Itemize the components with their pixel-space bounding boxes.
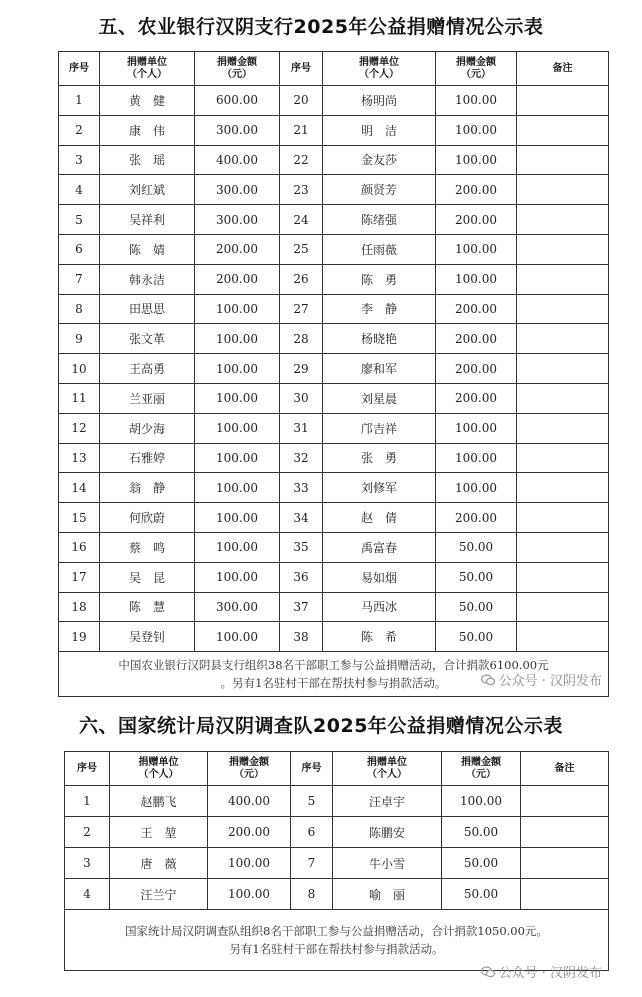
remark-cell [517, 175, 609, 205]
seq-cell: 2 [65, 817, 110, 848]
donor-name-cell: 陈 婧 [100, 234, 195, 264]
header-remark: 备注 [521, 752, 609, 786]
seq-cell: 22 [280, 145, 323, 175]
seq-cell: 31 [280, 413, 323, 443]
table1-header-row [59, 52, 609, 86]
watermark-text: 公众号 · 汉阴发布 [498, 966, 602, 981]
header-unit: 捐赠单位 （个人） [323, 52, 436, 86]
donor-name-cell: 颜贤芳 [323, 175, 436, 205]
amount-cell: 100.00 [436, 413, 517, 443]
seq-cell: 20 [280, 86, 323, 116]
amount-cell: 300.00 [195, 175, 280, 205]
amount-cell: 100.00 [195, 443, 280, 473]
amount-cell: 200.00 [436, 354, 517, 384]
footer-line: 国家统计局汉阴调查队组织8名干部职工参与公益捐赠活动，合计捐款1050.00元。 [125, 924, 548, 938]
header-unit: 捐赠单位 （个人） [100, 52, 195, 86]
remark-cell [517, 383, 609, 413]
watermark-text: 公众号 · 汉阴发布 [498, 674, 602, 689]
amount-cell: 300.00 [195, 205, 280, 235]
remark-cell [517, 264, 609, 294]
remark-cell [517, 592, 609, 622]
seq-cell: 29 [280, 354, 323, 384]
donor-name-cell: 陈 希 [323, 622, 436, 652]
seq-cell: 37 [280, 592, 323, 622]
header-amount: 捐赠金额 （元） [208, 752, 291, 786]
donor-name-cell: 胡少海 [100, 413, 195, 443]
amount-cell: 600.00 [195, 86, 280, 116]
amount-cell: 50.00 [436, 592, 517, 622]
donor-name-cell: 吴登钊 [100, 622, 195, 652]
remark-cell [517, 413, 609, 443]
seq-cell: 3 [65, 848, 110, 879]
seq-cell: 38 [280, 622, 323, 652]
amount-cell: 50.00 [436, 562, 517, 592]
donor-name-cell: 陈鹏安 [333, 817, 442, 848]
donor-name-cell: 刘星晨 [323, 383, 436, 413]
table-row [59, 383, 609, 413]
seq-cell: 11 [59, 383, 100, 413]
donor-name-cell: 陈绪强 [323, 205, 436, 235]
amount-cell: 100.00 [195, 532, 280, 562]
table1-title: 五、农业银行汉阴支行2025年公益捐赠情况公示表 [98, 16, 544, 38]
table-row [59, 145, 609, 175]
table-row [59, 354, 609, 384]
seq-cell: 19 [59, 622, 100, 652]
table2-title: 六、国家统计局汉阴调查队2025年公益捐赠情况公示表 [79, 715, 563, 737]
table-row [59, 205, 609, 235]
donor-name-cell: 喻 丽 [333, 879, 442, 910]
seq-cell: 6 [59, 234, 100, 264]
amount-cell: 200.00 [436, 205, 517, 235]
donor-name-cell: 王高勇 [100, 354, 195, 384]
donor-name-cell: 陈 慧 [100, 592, 195, 622]
donor-name-cell: 邝吉祥 [323, 413, 436, 443]
seq-cell: 1 [65, 786, 110, 817]
seq-cell: 36 [280, 562, 323, 592]
seq-cell: 6 [291, 817, 333, 848]
donor-name-cell: 禹富春 [323, 532, 436, 562]
amount-cell: 200.00 [208, 817, 291, 848]
wechat-icon [481, 966, 495, 978]
amount-cell: 50.00 [436, 622, 517, 652]
donor-name-cell: 廖和军 [323, 354, 436, 384]
remark-cell [517, 234, 609, 264]
remark-cell [517, 205, 609, 235]
remark-cell [517, 354, 609, 384]
amount-cell: 50.00 [436, 532, 517, 562]
seq-cell: 8 [291, 879, 333, 910]
table-row [59, 294, 609, 324]
remark-cell [517, 473, 609, 503]
amount-cell: 100.00 [195, 413, 280, 443]
table2-header-row [65, 752, 609, 786]
amount-cell: 100.00 [195, 324, 280, 354]
donor-name-cell: 陈 勇 [323, 264, 436, 294]
donor-name-cell: 赵 倩 [323, 503, 436, 533]
seq-cell: 30 [280, 383, 323, 413]
table-row [59, 86, 609, 116]
donor-name-cell: 石雅婷 [100, 443, 195, 473]
seq-cell: 5 [291, 786, 333, 817]
donor-name-cell: 赵鹏飞 [110, 786, 208, 817]
seq-cell: 7 [59, 264, 100, 294]
amount-cell: 300.00 [195, 592, 280, 622]
seq-cell: 7 [291, 848, 333, 879]
amount-cell: 200.00 [436, 294, 517, 324]
seq-cell: 10 [59, 354, 100, 384]
table-row [59, 115, 609, 145]
donor-name-cell: 刘修军 [323, 473, 436, 503]
donor-name-cell: 唐 薇 [110, 848, 208, 879]
footer-line: 。另有1名驻村干部在帮扶村参与捐款活动。 [220, 676, 447, 691]
amount-cell: 100.00 [436, 234, 517, 264]
seq-cell: 8 [59, 294, 100, 324]
seq-cell: 28 [280, 324, 323, 354]
amount-cell: 300.00 [195, 115, 280, 145]
seq-cell: 17 [59, 562, 100, 592]
header-seq: 序号 [65, 752, 110, 786]
remark-cell [517, 443, 609, 473]
table-row [65, 786, 609, 817]
remark-cell [521, 848, 609, 879]
amount-cell: 100.00 [195, 562, 280, 592]
seq-cell: 32 [280, 443, 323, 473]
remark-cell [517, 115, 609, 145]
amount-cell: 100.00 [195, 354, 280, 384]
amount-cell: 50.00 [442, 879, 521, 910]
donor-name-cell: 蔡 鸣 [100, 532, 195, 562]
seq-cell: 13 [59, 443, 100, 473]
donor-name-cell: 张 勇 [323, 443, 436, 473]
seq-cell: 34 [280, 503, 323, 533]
seq-cell: 2 [59, 115, 100, 145]
watermark [481, 670, 602, 689]
seq-cell: 5 [59, 205, 100, 235]
seq-cell: 16 [59, 532, 100, 562]
amount-cell: 100.00 [436, 145, 517, 175]
amount-cell: 200.00 [195, 264, 280, 294]
table-row [59, 473, 609, 503]
seq-cell: 14 [59, 473, 100, 503]
table-row [65, 848, 609, 879]
donor-name-cell: 康 伟 [100, 115, 195, 145]
amount-cell: 100.00 [436, 443, 517, 473]
seq-cell: 33 [280, 473, 323, 503]
donor-name-cell: 韩永洁 [100, 264, 195, 294]
amount-cell: 200.00 [436, 383, 517, 413]
table-row [59, 592, 609, 622]
remark-cell [517, 145, 609, 175]
footer-line: 另有1名驻村干部在帮扶村参与捐款活动。 [229, 942, 444, 956]
donor-name-cell: 杨明尚 [323, 86, 436, 116]
donor-name-cell: 刘红斌 [100, 175, 195, 205]
remark-cell [517, 622, 609, 652]
donor-name-cell: 田思思 [100, 294, 195, 324]
header-unit: 捐赠单位 （个人） [333, 752, 442, 786]
remark-cell [517, 294, 609, 324]
table-row [59, 443, 609, 473]
seq-cell: 35 [280, 532, 323, 562]
donor-name-cell: 王 堃 [110, 817, 208, 848]
amount-cell: 100.00 [436, 86, 517, 116]
seq-cell: 24 [280, 205, 323, 235]
seq-cell: 21 [280, 115, 323, 145]
seq-cell: 4 [59, 175, 100, 205]
donor-name-cell: 张文革 [100, 324, 195, 354]
remark-cell [521, 786, 609, 817]
table-row [59, 324, 609, 354]
table-row [59, 234, 609, 264]
remark-cell [517, 324, 609, 354]
remark-cell [517, 562, 609, 592]
header-amount: 捐赠金额 （元） [436, 52, 517, 86]
donor-name-cell: 牛小雪 [333, 848, 442, 879]
table-row [59, 562, 609, 592]
donor-name-cell: 易如烟 [323, 562, 436, 592]
donor-name-cell: 翁 静 [100, 473, 195, 503]
amount-cell: 100.00 [436, 264, 517, 294]
donor-name-cell: 吴祥利 [100, 205, 195, 235]
amount-cell: 100.00 [195, 473, 280, 503]
donor-name-cell: 张 瑶 [100, 145, 195, 175]
seq-cell: 4 [65, 879, 110, 910]
donor-name-cell: 汪兰宁 [110, 879, 208, 910]
table-row [65, 817, 609, 848]
amount-cell: 200.00 [436, 175, 517, 205]
amount-cell: 400.00 [195, 145, 280, 175]
remark-cell [521, 817, 609, 848]
donor-name-cell: 李 静 [323, 294, 436, 324]
amount-cell: 100.00 [195, 383, 280, 413]
remark-cell [517, 532, 609, 562]
donation-table-stats [64, 751, 609, 971]
table-row [59, 413, 609, 443]
amount-cell: 50.00 [442, 848, 521, 879]
seq-cell: 25 [280, 234, 323, 264]
table-row [59, 264, 609, 294]
seq-cell: 18 [59, 592, 100, 622]
table-row [59, 503, 609, 533]
amount-cell: 100.00 [442, 786, 521, 817]
amount-cell: 200.00 [436, 324, 517, 354]
amount-cell: 50.00 [442, 817, 521, 848]
header-remark: 备注 [517, 52, 609, 86]
amount-cell: 400.00 [208, 786, 291, 817]
remark-cell [517, 86, 609, 116]
seq-cell: 9 [59, 324, 100, 354]
header-seq: 序号 [291, 752, 333, 786]
seq-cell: 27 [280, 294, 323, 324]
amount-cell: 200.00 [436, 503, 517, 533]
donor-name-cell: 何欣蔚 [100, 503, 195, 533]
seq-cell: 3 [59, 145, 100, 175]
donor-name-cell: 吴 昆 [100, 562, 195, 592]
header-amount: 捐赠金额 （元） [442, 752, 521, 786]
header-seq: 序号 [280, 52, 323, 86]
seq-cell: 1 [59, 86, 100, 116]
wechat-icon [481, 674, 495, 686]
header-seq: 序号 [59, 52, 100, 86]
amount-cell: 100.00 [208, 848, 291, 879]
donor-name-cell: 兰亚丽 [100, 383, 195, 413]
remark-cell [521, 879, 609, 910]
amount-cell: 100.00 [436, 473, 517, 503]
donor-name-cell: 黄 健 [100, 86, 195, 116]
donor-name-cell: 任雨薇 [323, 234, 436, 264]
amount-cell: 100.00 [195, 294, 280, 324]
seq-cell: 26 [280, 264, 323, 294]
amount-cell: 100.00 [208, 879, 291, 910]
donor-name-cell: 汪卓宇 [333, 786, 442, 817]
table-row [59, 622, 609, 652]
amount-cell: 200.00 [195, 234, 280, 264]
seq-cell: 12 [59, 413, 100, 443]
amount-cell: 100.00 [436, 115, 517, 145]
donor-name-cell: 金友莎 [323, 145, 436, 175]
footer-line: 中国农业银行汉阴县支行组织38名干部职工参与公益捐赠活动，合计捐款6100.00元 [118, 658, 549, 673]
table-row [59, 532, 609, 562]
table-row [65, 879, 609, 910]
donor-name-cell: 马西冰 [323, 592, 436, 622]
remark-cell [517, 503, 609, 533]
table-row [59, 175, 609, 205]
amount-cell: 100.00 [195, 622, 280, 652]
header-amount: 捐赠金额 （元） [195, 52, 280, 86]
donation-table-abc [58, 51, 609, 697]
seq-cell: 23 [280, 175, 323, 205]
donor-name-cell: 明 洁 [323, 115, 436, 145]
header-unit: 捐赠单位 （个人） [110, 752, 208, 786]
seq-cell: 15 [59, 503, 100, 533]
donor-name-cell: 杨晓艳 [323, 324, 436, 354]
amount-cell: 100.00 [195, 503, 280, 533]
watermark [481, 962, 602, 981]
